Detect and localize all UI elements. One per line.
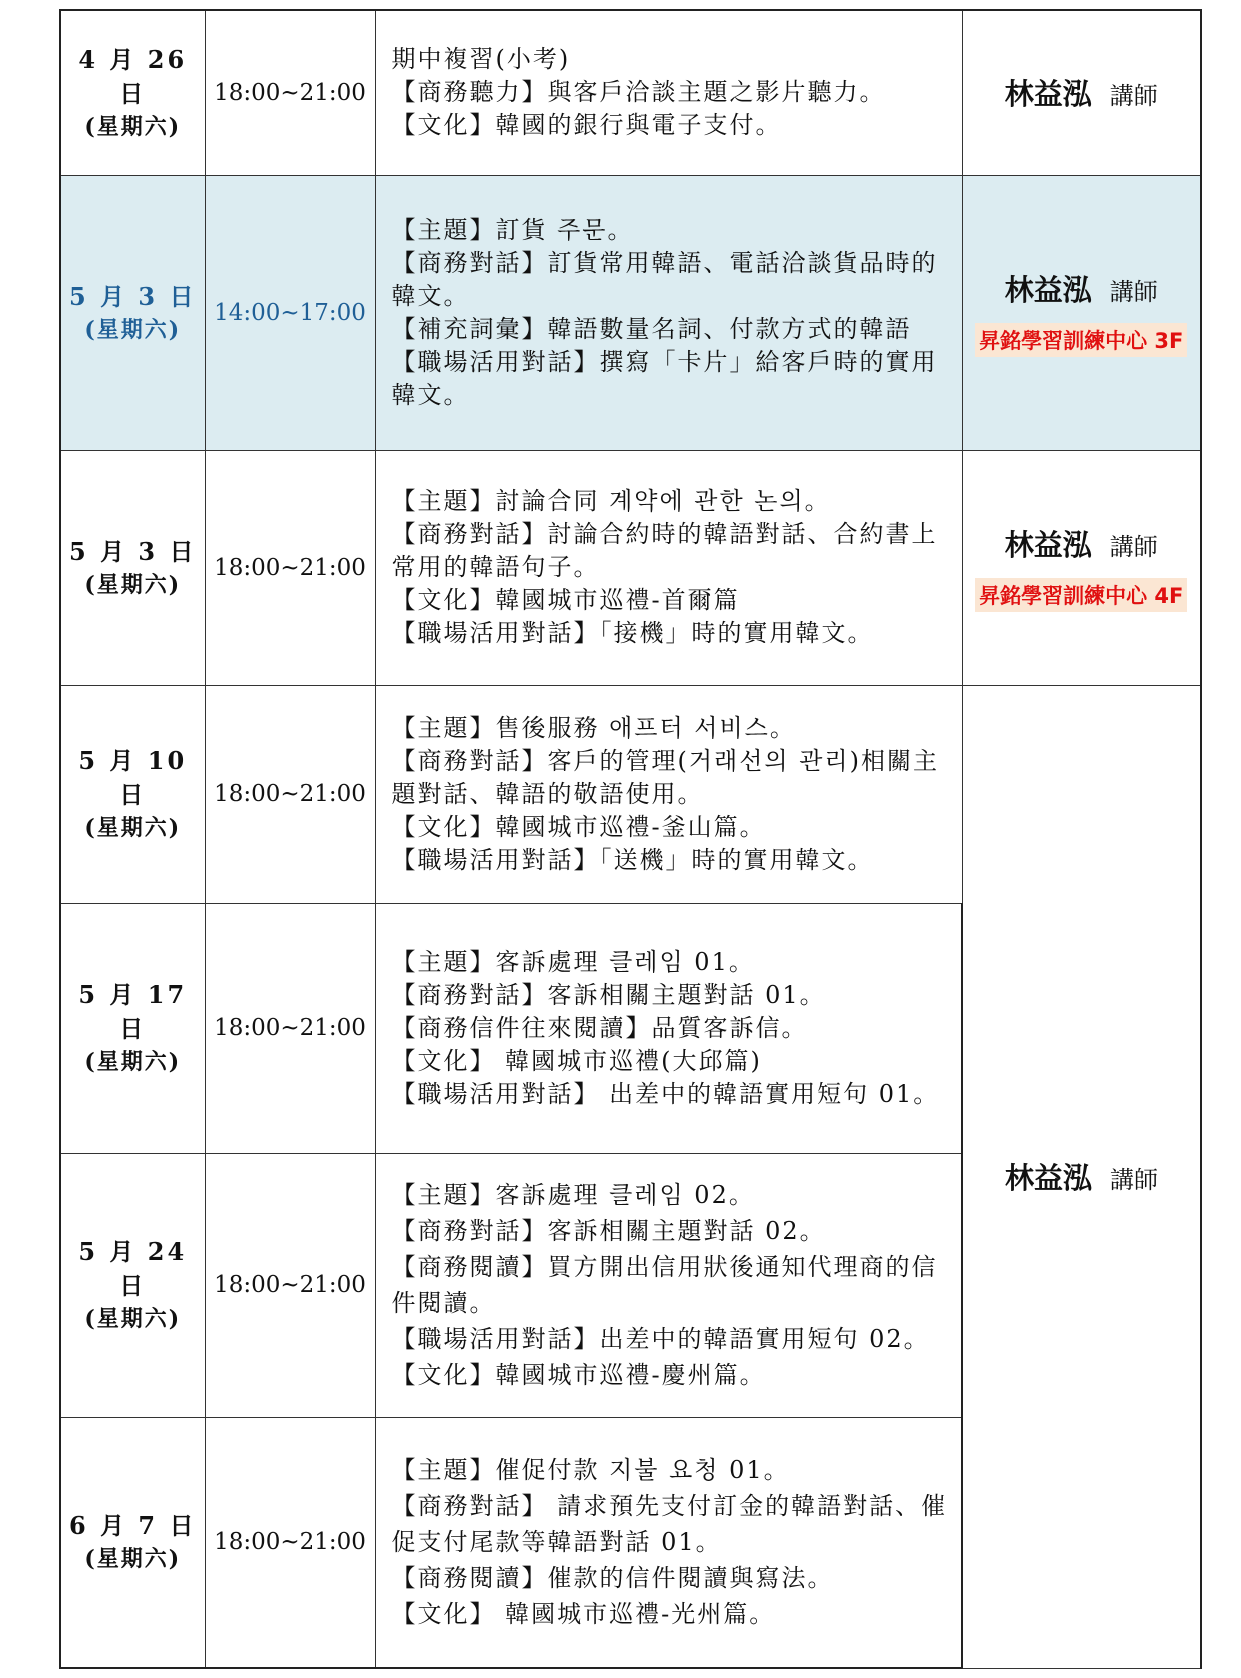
session-date-cell — [60, 175, 205, 450]
session-date-cell — [60, 1417, 205, 1668]
session-time-cell — [205, 1417, 375, 1668]
session-time: 18:00~21:00 — [214, 1272, 366, 1298]
content-line: 【商務閱讀】催款的信件閱讀與寫法。 — [391, 1564, 834, 1593]
session-date: 5 月 3 日 — [69, 281, 197, 311]
teacher-title: 講師 — [1109, 278, 1158, 306]
session-time: 18:00~21:00 — [214, 781, 366, 807]
session-date-cell — [60, 903, 205, 1153]
content-line: 【商務對話】客戶的管理(거래선의 관리)相關主題對話、韓語的敬語使用。 — [391, 746, 939, 808]
session-weekday: (星期六) — [84, 1049, 182, 1075]
session-content-cell — [375, 1153, 962, 1417]
session-time: 18:00~21:00 — [214, 1529, 366, 1556]
session-time-cell — [205, 450, 375, 685]
session-date: 5 月 3 日 — [69, 536, 197, 566]
session-date-cell — [60, 685, 205, 903]
session-weekday: (星期六) — [84, 815, 182, 841]
session-time: 18:00~21:00 — [214, 1015, 366, 1041]
content-line: 【文化】韓國城市巡禮-慶州篇。 — [391, 1361, 766, 1389]
session-date-cell — [60, 1153, 205, 1417]
session-time-cell — [205, 175, 375, 450]
teacher-cell-merged — [962, 685, 1201, 1668]
teacher-title: 講師 — [1109, 82, 1158, 111]
content-line: 【職場活用對話】 出差中的韓語實用短句 01。 — [391, 1079, 940, 1108]
content-line: 【商務閱讀】買方開出信用狀後通知代理商的信件閱讀。 — [391, 1253, 938, 1317]
session-date: 5 月 10 日 — [78, 746, 188, 809]
session-time: 14:00~17:00 — [214, 299, 366, 326]
session-time-cell — [205, 903, 375, 1153]
teacher-cell — [962, 450, 1201, 685]
session-date: 5 月 24 日 — [78, 1237, 188, 1300]
content-line: 【職場活用對話】撰寫「卡片」給客戶時的實用韓文。 — [391, 347, 938, 409]
content-line: 【文化】韓國城市巡禮-首爾篇 — [391, 586, 740, 614]
content-line: 【商務聽力】與客戶洽談主題之影片聽力。 — [391, 78, 886, 107]
content-line: 【職場活用對話】「送機」時的實用韓文。 — [391, 845, 874, 874]
course-schedule-table — [59, 9, 1202, 1669]
content-line: 【文化】 韓國城市巡禮-光州篇。 — [391, 1600, 776, 1629]
content-line: 【主題】催促付款 지불 요청 01。 — [391, 1456, 790, 1485]
venue-badge: 昇銘學習訓練中心 3F — [975, 323, 1187, 357]
content-line: 【主題】客訴處理 클레임 01。 — [391, 947, 755, 976]
session-date: 6 月 7 日 — [69, 1511, 197, 1541]
session-content-cell — [375, 685, 962, 903]
table-row-highlighted — [60, 175, 1201, 450]
session-time-cell — [205, 1153, 375, 1417]
session-weekday: (星期六) — [84, 1306, 182, 1332]
session-content-cell — [375, 10, 962, 175]
content-line: 【文化】 韓國城市巡禮(大邱篇) — [391, 1046, 762, 1075]
session-time: 18:00~21:00 — [214, 79, 366, 106]
content-line: 【主題】客訴處理 클레임 02。 — [391, 1181, 755, 1209]
session-date-cell — [60, 10, 205, 175]
content-line: 【商務對話】 請求預先支付訂金的韓語對話、催促支付尾款等韓語對話 01。 — [391, 1492, 948, 1557]
session-weekday: (星期六) — [84, 113, 182, 140]
content-line: 【文化】韓國城市巡禮-釜山篇。 — [391, 812, 766, 841]
venue-badge: 昇銘學習訓練中心 4F — [975, 578, 1187, 612]
content-line: 【商務對話】討論合約時的韓語對話、合約書上常用的韓語句子。 — [391, 520, 938, 581]
session-content-cell — [375, 175, 962, 450]
content-line: 【商務對話】客訴相關主題對話 02。 — [391, 1217, 826, 1245]
content-line: 【職場活用對話】「接機」時的實用韓文。 — [391, 619, 874, 647]
teacher-cell — [962, 10, 1201, 175]
content-line: 【商務對話】訂貨常用韓語、電話洽談貨品時的韓文。 — [391, 248, 938, 310]
table-row — [60, 10, 1201, 175]
teacher-cell — [962, 175, 1201, 450]
teacher-name: 林益泓 — [1004, 77, 1092, 112]
content-line: 期中複習(小考) — [391, 45, 571, 74]
content-line: 【主題】售後服務 애프터 서비스。 — [391, 713, 796, 742]
session-weekday: (星期六) — [84, 571, 182, 598]
session-content-cell — [375, 450, 962, 685]
session-weekday: (星期六) — [84, 316, 182, 343]
table-row — [60, 685, 1201, 903]
content-line: 【補充詞彙】韓語數量名詞、付款方式的韓語 — [391, 314, 912, 343]
session-time-cell — [205, 685, 375, 903]
session-content-cell — [375, 903, 962, 1153]
content-line: 【文化】韓國的銀行與電子支付。 — [391, 111, 782, 140]
teacher-title: 講師 — [1110, 1166, 1158, 1194]
teacher-title: 講師 — [1109, 533, 1158, 561]
session-date: 4 月 26 日 — [78, 44, 188, 108]
session-time: 18:00~21:00 — [214, 554, 366, 581]
content-line: 【商務信件往來閱讀】品質客訴信。 — [391, 1013, 808, 1042]
session-weekday: (星期六) — [84, 1546, 182, 1573]
content-line: 【職場活用對話】出差中的韓語實用短句 02。 — [391, 1325, 930, 1353]
teacher-name: 林益泓 — [1004, 1161, 1092, 1195]
session-date: 5 月 17 日 — [78, 980, 188, 1043]
session-content-cell — [375, 1417, 962, 1668]
content-line: 【主題】討論合同 계약에 관한 논의。 — [391, 487, 831, 515]
teacher-name: 林益泓 — [1004, 528, 1092, 562]
session-date-cell — [60, 450, 205, 685]
table-row — [60, 450, 1201, 685]
content-line: 【商務對話】客訴相關主題對話 01。 — [391, 980, 826, 1009]
content-line: 【主題】訂貨 주문。 — [391, 215, 634, 244]
session-time-cell — [205, 10, 375, 175]
teacher-name: 林益泓 — [1004, 273, 1092, 307]
